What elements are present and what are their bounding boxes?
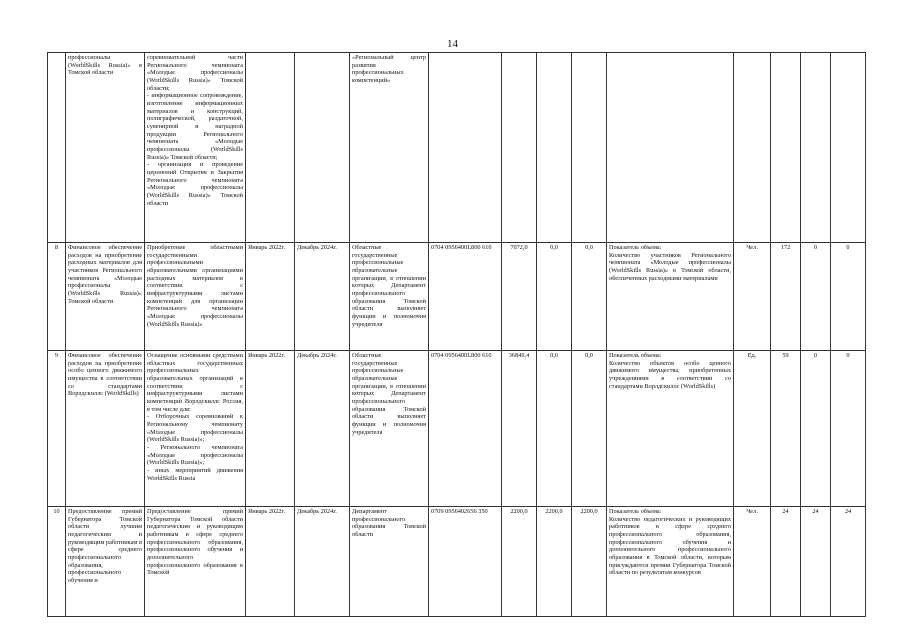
row-plan-2023: 24 — [801, 507, 831, 617]
row-value-2023: 2200,0 — [537, 507, 572, 617]
row-plan-2022: 24 — [771, 507, 801, 617]
row-value-2024: 0,0 — [572, 351, 607, 507]
row-executor: «Региональный центр развития профессиональных компетенций» — [350, 53, 429, 243]
row-executor: Областные государственные профессиональные образовательные организации, в отношении которых Департамент профессионального образования Томской области выполняет функции и полномочия учредителя — [350, 351, 429, 507]
row-indicator: Показатель объема: Количество участников Регионального чемпионата «Молодые профессионалы (WorldSkills Russia)» в Томской области, обеспеченных расходными материалами — [607, 243, 734, 351]
row-plan-2022 — [771, 53, 801, 243]
row-indicator: Показатель объема: Количество объектов особо ценного движимого имущества, приобретенных учреждениями в соответствии со стандартами Ворлдскиллс (WorldSkills) — [607, 351, 734, 507]
row-start-date: Январь 2022г. — [246, 507, 295, 617]
row-plan-2023: 0 — [801, 243, 831, 351]
row-plan-2024: 0 — [831, 243, 866, 351]
row-kbk: 0704 0956400L800 610 — [429, 243, 502, 351]
row-unit: Ед. — [734, 351, 771, 507]
row-indicator: Показатель объема: Количество педагогических и руководящих работников в сфере среднего профессионального образования, профессионального обучения и дополнительного профессионального образования в Томской области, которым присуждаются премии Губернатора Томской области по результатам конкурсов — [607, 507, 734, 617]
row-executor: Департамент профессионального образования Томской области — [350, 507, 429, 617]
row-kbk: 0709 0956402656 350 — [429, 507, 502, 617]
row-value-2023: 0,0 — [537, 243, 572, 351]
row-end-date: Декабрь 2024г. — [295, 507, 350, 617]
row-content: соревновательной части Регионального чемпионата «Молодые профессионалы (WorldSkills Russia)» Томской области; - информационное сопровождение, изготовление информационных материалов и конструкций, полиграфической, раздаточной, сувенирной и наградной продукции Регионального чемпионата «Молодые профессионалы (WorldSkills Russia)» Томской области; - организация и проведение церемоний Открытия и Закрытия Регионального чемпионата «Молодые профессионалы (WorldSkills Russia)» Томской области — [145, 53, 246, 243]
row-number: 8 — [48, 243, 66, 351]
row-unit: Чел. — [734, 243, 771, 351]
row-unit: Чел. — [734, 507, 771, 617]
row-name: Финансовое обеспечение расходов на приобретение особо ценного движимого имущества в соответствии со стандартами Ворлдскиллс (WorldSkills) — [66, 351, 145, 507]
row-end-date — [295, 53, 350, 243]
row-content: Предоставление премий Губернатора Томской области педагогическим и руководящим работникам в сфере среднего профессионального образования, профессионального обучения и дополнительного профессионального образования в Томской — [145, 507, 246, 617]
row-plan-2023: 0 — [801, 351, 831, 507]
row-value-2024: 2200,0 — [572, 507, 607, 617]
page-number: 14 — [447, 38, 458, 50]
row-number: 10 — [48, 507, 66, 617]
row-value-2022: 7072,0 — [502, 243, 537, 351]
row-start-date — [246, 53, 295, 243]
row-start-date: Январь 2022г. — [246, 243, 295, 351]
row-name: Финансовое обеспечение расходов на приобретение расходных материалов для участников Регионального чемпионата «Молодые профессионалы (WorldSkills Russia)» Томской области — [66, 243, 145, 351]
table-row — [48, 243, 866, 351]
row-value-2022 — [502, 53, 537, 243]
row-start-date: Январь 2022г. — [246, 351, 295, 507]
row-content: Оснащение основными средствами областных государственных профессиональных образовательных организаций в соответствии с инфраструктурными листами компетенций Ворлдскиллс Россия, в том числе для: - Отборочных соревнований к Региональному чемпионату «Молодые профессионалы (WorldSkills Russia)»; - Регионального чемпионата «Молодые профессионалы (WorldSkills Russia)»; - иных мероприятий движения WorldSkills Russia — [145, 351, 246, 507]
row-value-2024 — [572, 53, 607, 243]
row-indicator — [607, 53, 734, 243]
row-plan-2022: 59 — [771, 351, 801, 507]
row-name: профессионалы (WorldSkills Russia)» в Томской области — [66, 53, 145, 243]
row-number — [48, 53, 66, 243]
row-end-date: Декабрь 2024г. — [295, 351, 350, 507]
row-content: Приобретение областными государственными профессиональными образовательными организациями расходных материалов в соответствии с инфраструктурными листами компетенций для организации Регионального чемпионата «Молодые профессионалы (WorldSkills Russia)» — [145, 243, 246, 351]
row-value-2022: 36849,4 — [502, 351, 537, 507]
row-executor: Областные государственные профессиональные образовательные организации, в отношении которых Департамент профессионального образования Томской области выполняет функции и полномочия учредителя — [350, 243, 429, 351]
row-end-date: Декабрь 2024г. — [295, 243, 350, 351]
row-plan-2022: 172 — [771, 243, 801, 351]
table-row — [48, 507, 866, 617]
program-table — [47, 52, 866, 617]
row-plan-2024: 0 — [831, 351, 866, 507]
row-value-2024: 0,0 — [572, 243, 607, 351]
table-row — [48, 53, 866, 243]
row-kbk: 0704 0956400L800 610 — [429, 351, 502, 507]
row-name: Предоставление премий Губернатора Томской области лучшим педагогическим и руководящим работникам в сфере среднего профессионального образования, профессионального обучения и — [66, 507, 145, 617]
row-plan-2024 — [831, 53, 866, 243]
row-number: 9 — [48, 351, 66, 507]
row-kbk — [429, 53, 502, 243]
row-value-2023: 0,0 — [537, 351, 572, 507]
row-plan-2023 — [801, 53, 831, 243]
row-plan-2024: 24 — [831, 507, 866, 617]
table-row — [48, 351, 866, 507]
row-value-2023 — [537, 53, 572, 243]
row-value-2022: 2200,0 — [502, 507, 537, 617]
row-unit — [734, 53, 771, 243]
